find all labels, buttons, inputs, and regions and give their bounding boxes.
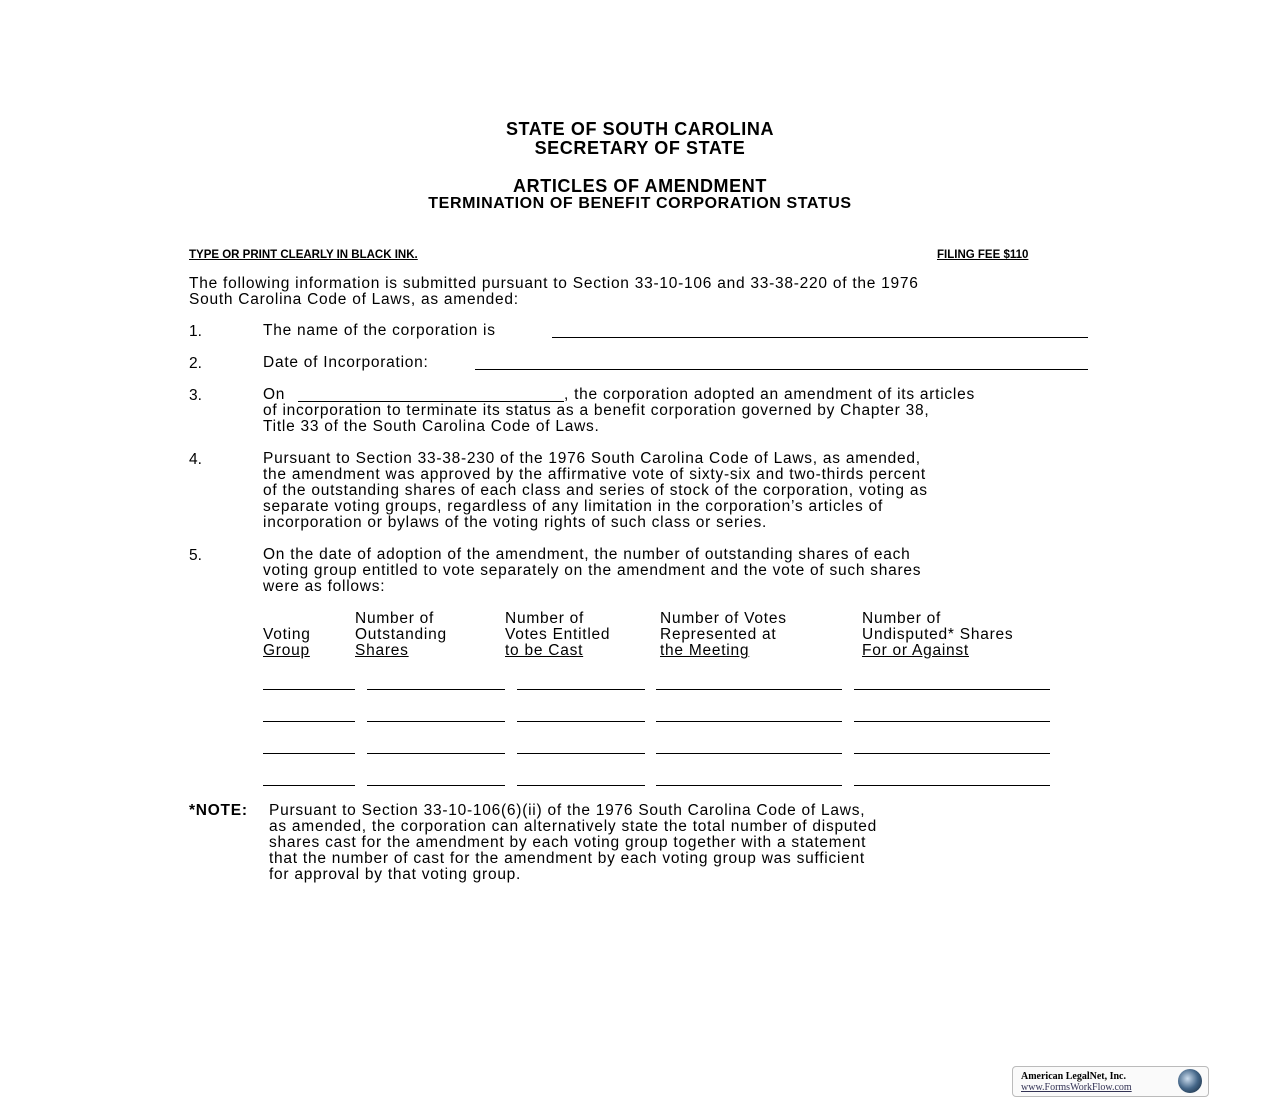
table-cell-field[interactable]	[854, 689, 1050, 690]
form-title: ARTICLES OF AMENDMENT	[513, 176, 767, 196]
item-number: 5.	[189, 547, 202, 564]
table-column-header: Number of	[355, 610, 435, 627]
table-cell-field[interactable]	[854, 785, 1050, 786]
table-cell-field[interactable]	[367, 753, 505, 754]
table-cell-field[interactable]	[656, 785, 842, 786]
item-text: On	[263, 386, 286, 403]
corporation-name-label: The name of the corporation is	[263, 322, 496, 339]
logo-url[interactable]: www.FormsWorkFlow.com	[1021, 1082, 1132, 1093]
table-column-header: Votes Entitled	[505, 626, 611, 643]
table-column-header: Voting	[263, 626, 311, 643]
incorporation-date-label: Date of Incorporation:	[263, 354, 429, 371]
item-text: Title 33 of the South Carolina Code of Laws.	[263, 418, 600, 435]
table-cell-field[interactable]	[517, 689, 645, 690]
table-column-header: Outstanding	[355, 626, 447, 643]
incorporation-date-field[interactable]	[475, 369, 1088, 370]
item-number: 4.	[189, 451, 202, 468]
table-cell-field[interactable]	[263, 689, 355, 690]
table-cell-field[interactable]	[367, 689, 505, 690]
item-text: of the outstanding shares of each class and series of stock of the corporation, voting as	[263, 482, 928, 499]
table-column-header: Number of	[862, 610, 942, 627]
item-text: the amendment was approved by the affirmative vote of sixty-six and two-thirds percent	[263, 466, 926, 483]
table-column-header: Undisputed* Shares	[862, 626, 1014, 643]
item-number: 3.	[189, 387, 202, 404]
filing-fee: FILING FEE $110	[937, 249, 1029, 261]
item-text: separate voting groups, regardless of any limitation in the corporation’s articles of	[263, 498, 884, 515]
table-cell-field[interactable]	[367, 785, 505, 786]
note-line: Pursuant to Section 33-10-106(6)(ii) of the 1976 South Carolina Code of Laws,	[269, 802, 866, 819]
table-cell-field[interactable]	[517, 721, 645, 722]
item-text: On the date of adoption of the amendment, the number of outstanding shares of each	[263, 546, 911, 563]
table-column-header: the Meeting	[660, 642, 750, 659]
note-line: that the number of cast for the amendment by each voting group was sufficient	[269, 850, 865, 867]
intro-line: The following information is submitted pursuant to Section 33-10-106 and 33-38-220 of the 1976	[189, 275, 919, 292]
table-column-header: Group	[263, 642, 310, 659]
table-column-header: Number of Votes	[660, 610, 787, 627]
table-column-header: to be Cast	[505, 642, 584, 659]
intro-line: South Carolina Code of Laws, as amended:	[189, 291, 519, 308]
table-column-header: Shares	[355, 642, 409, 659]
note-label: *NOTE:	[189, 802, 248, 819]
office-heading: SECRETARY OF STATE	[534, 138, 746, 158]
table-cell-field[interactable]	[656, 721, 842, 722]
table-cell-field[interactable]	[854, 721, 1050, 722]
logo-company: American LegalNet, Inc.	[1021, 1071, 1126, 1082]
american-legalnet-logo[interactable]	[1012, 1066, 1209, 1097]
note-line: as amended, the corporation can alternatively state the total number of disputed	[269, 818, 878, 835]
item-text: voting group entitled to vote separately on the amendment and the vote of such shares	[263, 562, 922, 579]
note-line: for approval by that voting group.	[269, 866, 522, 883]
item-text: incorporation or bylaws of the voting rights of such class or series.	[263, 514, 768, 531]
table-cell-field[interactable]	[263, 785, 355, 786]
item-number: 1.	[189, 323, 202, 340]
table-column-header: For or Against	[862, 642, 969, 659]
table-cell-field[interactable]	[656, 753, 842, 754]
table-cell-field[interactable]	[517, 785, 645, 786]
instructions: TYPE OR PRINT CLEARLY IN BLACK INK.	[189, 249, 418, 261]
table-column-header: Represented at	[660, 626, 777, 643]
corporation-name-field[interactable]	[552, 337, 1088, 338]
item-text: were as follows:	[263, 578, 386, 595]
form-subtitle: TERMINATION OF BENEFIT CORPORATION STATUS	[428, 195, 852, 212]
table-cell-field[interactable]	[263, 753, 355, 754]
table-cell-field[interactable]	[656, 689, 842, 690]
table-cell-field[interactable]	[854, 753, 1050, 754]
item-text: of incorporation to terminate its status as a benefit corporation governed by Chapter 38,	[263, 402, 930, 419]
item-number: 2.	[189, 355, 202, 372]
table-cell-field[interactable]	[263, 721, 355, 722]
item-text: , the corporation adopted an amendment of its articles	[564, 386, 975, 403]
item-text: Pursuant to Section 33-38-230 of the 1976 South Carolina Code of Laws, as amended,	[263, 450, 921, 467]
globe-icon	[1178, 1069, 1202, 1093]
table-column-header: Number of	[505, 610, 585, 627]
table-cell-field[interactable]	[367, 721, 505, 722]
table-cell-field[interactable]	[517, 753, 645, 754]
state-heading: STATE OF SOUTH CAROLINA	[505, 119, 775, 139]
note-line: shares cast for the amendment by each voting group together with a statement	[269, 834, 867, 851]
